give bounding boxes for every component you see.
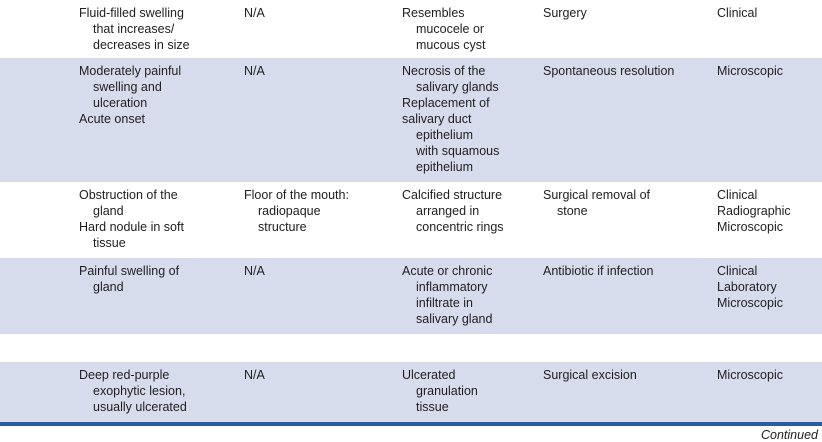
cell-text-line: Laboratory [717, 280, 777, 294]
cell-text-line: N/A [244, 64, 265, 78]
cell-text-line: granulation [416, 384, 478, 398]
cell-text-line: Necrosis of the [402, 64, 486, 78]
table-cell-clinical-features [79, 263, 179, 295]
cell-text-line: arranged in [416, 204, 480, 218]
table-cell-clinical-features [79, 367, 187, 415]
cell-text-line: Surgical removal of [543, 188, 650, 202]
cell-text-line: exophytic lesion, [93, 384, 186, 398]
cell-text-line: N/A [244, 6, 265, 20]
cell-text-line: mucocele or [416, 22, 485, 36]
cell-text-line: Clinical [717, 264, 758, 278]
cell-text-line: inflammatory [416, 280, 488, 294]
cell-text-line: Floor of the mouth: [244, 188, 349, 202]
table-cell-treatment [543, 5, 587, 21]
cell-text-line: N/A [244, 368, 265, 382]
table-cell-treatment [543, 367, 637, 383]
table-cell-radiographic-features [244, 63, 265, 79]
cell-text-line: Acute or chronic [402, 264, 493, 278]
table-cell-histopathologic-features [402, 5, 485, 53]
cell-text-line: tissue [416, 400, 449, 414]
cell-text-line: Radiographic [717, 204, 791, 218]
cell-text-line: with squamous [416, 144, 500, 158]
cell-text-line: swelling and [93, 80, 162, 94]
cell-text-line: Surgery [543, 6, 587, 20]
table-bottom-rule [0, 422, 822, 426]
cell-text-line: salivary glands [416, 80, 499, 94]
cell-text-line: Calcified structure [402, 188, 503, 202]
table-row [0, 258, 822, 334]
table-cell-histopathologic-features [402, 367, 478, 415]
table-cell-diagnosis-method [717, 263, 783, 311]
table-cell-radiographic-features [244, 5, 265, 21]
cell-text-line: concentric rings [416, 220, 504, 234]
cell-text-line: Hard nodule in soft [79, 220, 184, 234]
cell-text-line: N/A [244, 264, 265, 278]
table-row [0, 182, 822, 258]
table-cell-radiographic-features [244, 367, 265, 383]
table-cell-treatment [543, 187, 650, 219]
cell-text-line: epithelium [416, 128, 473, 142]
table-cell-clinical-features [79, 187, 184, 251]
table-cell-treatment [543, 263, 653, 279]
cell-text-line: Microscopic [717, 368, 783, 382]
table-cell-histopathologic-features [402, 263, 492, 327]
cell-text-line: gland [93, 204, 124, 218]
table-cell-radiographic-features [244, 187, 349, 235]
cell-text-line: Clinical [717, 6, 758, 20]
continued-label: Continued [761, 428, 818, 442]
table-cell-diagnosis-method [717, 63, 783, 79]
cell-text-line: infiltrate in [416, 296, 473, 310]
cell-text-line: structure [258, 220, 307, 234]
table-cell-radiographic-features [244, 263, 265, 279]
table-cell-clinical-features [79, 63, 181, 127]
table-row [0, 58, 822, 182]
cell-text-line: salivary duct [402, 112, 472, 126]
cell-text-line: decreases in size [93, 38, 190, 52]
table-cell-clinical-features [79, 5, 190, 53]
cell-text-line: Deep red-purple [79, 368, 170, 382]
table-cell-histopathologic-features [402, 187, 504, 235]
table-row [0, 334, 822, 362]
cell-text-line: Replacement of [402, 96, 490, 110]
cell-text-line: salivary gland [416, 312, 493, 326]
table-cell-treatment [543, 63, 674, 79]
cell-text-line: Moderately painful [79, 64, 182, 78]
cell-text-line: Clinical [717, 188, 758, 202]
cell-text-line: radiopaque [258, 204, 321, 218]
cell-text-line: mucous cyst [416, 38, 486, 52]
cell-text-line: Painful swelling of [79, 264, 180, 278]
cell-text-line: Acute onset [79, 112, 146, 126]
cell-text-line: Microscopic [717, 64, 783, 78]
cell-text-line: epithelium [416, 160, 473, 174]
table-row [0, 362, 822, 422]
cell-text-line: Fluid-filled swelling [79, 6, 184, 20]
table-cell-diagnosis-method [717, 5, 757, 21]
table-cell-diagnosis-method [717, 367, 783, 383]
cell-text-line: Antibiotic if infection [543, 264, 654, 278]
cell-text-line: Microscopic [717, 220, 783, 234]
cell-text-line: Spontaneous resolution [543, 64, 675, 78]
cell-text-line: Surgical excision [543, 368, 637, 382]
cell-text-line: Microscopic [717, 296, 783, 310]
cell-text-line: Ulcerated [402, 368, 456, 382]
cell-text-line: stone [557, 204, 588, 218]
cell-text-line: ulceration [93, 96, 148, 110]
table-row [0, 0, 822, 58]
cell-text-line: Obstruction of the [79, 188, 178, 202]
cell-text-line: tissue [93, 236, 126, 250]
cell-text-line: that increases/ [93, 22, 175, 36]
cell-text-line: gland [93, 280, 124, 294]
cell-text-line: Resembles [402, 6, 465, 20]
table-cell-histopathologic-features [402, 63, 499, 175]
cell-text-line: usually ulcerated [93, 400, 187, 414]
table-cell-diagnosis-method [717, 187, 791, 235]
